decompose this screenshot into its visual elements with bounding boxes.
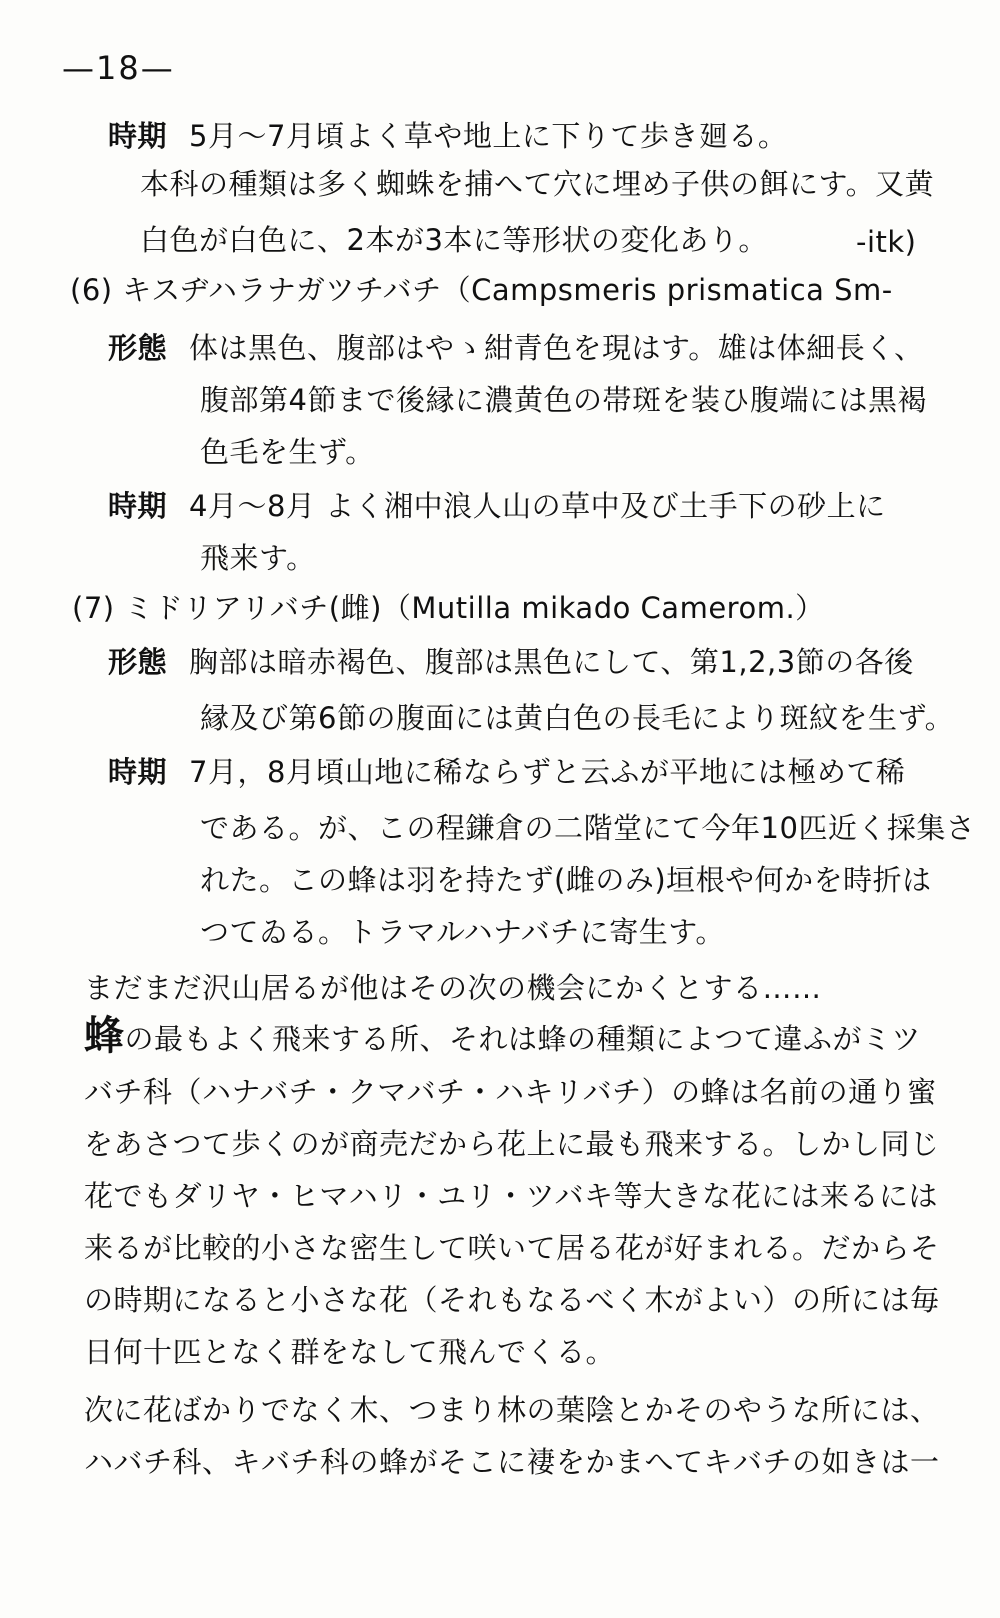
line-18 (84, 1013, 922, 1059)
label-period: 時期 (108, 755, 168, 789)
line-05 (108, 328, 924, 368)
line-01-text: 5月〜7月頃よく草や地上に下りて歩き廻る。 (189, 119, 788, 153)
drop-initial: 蜂 (84, 1013, 125, 1059)
line-15: れた。この蜂は羽を持たず(雌のみ)垣根や何かを時折は (200, 863, 932, 897)
label-morphology: 形態 (108, 331, 168, 365)
line-06: 腹部第4節まで後縁に濃黄色の帯斑を装ひ腹端には黒褐 (200, 383, 927, 417)
line-01 (108, 116, 787, 156)
line-19: バチ科（ハナバチ・クマバチ・ハキリバチ）の蜂は名前の通り蜜 (84, 1075, 937, 1109)
line-20: をあさつて歩くのが商売だから花上に最も飛来する。しかし同じ (84, 1127, 940, 1161)
line-23: の時期になると小さな花（それもなるべく木がよい）の所には毎 (84, 1283, 940, 1317)
line-22: 来るが比較的小さな密生して咲いて居る花が好まれる。だからそ (84, 1231, 940, 1265)
line-04-heading-6: (6) キスヂハラナガツチバチ（Campsmeris prismatica Sm- (70, 273, 893, 307)
line-02: 本科の種類は多く蜘蛛を捕へて穴に埋め子供の餌にす。又黄 (140, 167, 935, 201)
line-05-text: 体は黒色、腹部はやゝ紺青色を現はす。雄は体細長く、 (189, 331, 924, 365)
line-11 (108, 642, 914, 682)
line-13-text: 7月，8月頃山地に稀ならずと云ふが平地には極めて稀 (189, 755, 906, 789)
line-18-text: の最もよく飛来する所、それは蜂の種類によつて違ふがミツ (124, 1022, 922, 1056)
line-10-heading-7: (7) ミドリアリバチ(雌)（Mutilla mikado Camerom.） (72, 591, 825, 625)
line-09: 飛来す。 (200, 541, 316, 575)
line-17: まだまだ沢山居るが他はその次の機会にかくとする…… (84, 971, 822, 1005)
line-16: つてゐる。トラマルハナバチに寄生す。 (200, 915, 725, 949)
line-07: 色毛を生ず。 (200, 435, 375, 469)
line-26: ハバチ科、キバチ科の蜂がそこに褄をかまへてキバチの如きは一 (84, 1445, 940, 1479)
line-03-right: -itk) (856, 225, 917, 259)
line-25: 次に花ばかりでなく木、つまり林の葉陰とかそのやうな所には、 (84, 1393, 940, 1427)
line-13 (108, 752, 905, 792)
line-03: 白色が白色に、2本が3本に等形状の変化あり。 (140, 223, 768, 257)
line-08 (108, 486, 886, 526)
line-24: 日何十匹となく群をなして飛んでくる。 (84, 1335, 616, 1369)
line-12: 縁及び第6節の腹面には黄白色の長毛により斑紋を生ず。 (200, 701, 955, 735)
page-number: —18— (62, 49, 175, 87)
label-period: 時期 (108, 119, 168, 153)
line-11-text: 胸部は暗赤褐色、腹部は黒色にして、第1,2,3節の各後 (189, 645, 914, 679)
line-14: である。が、この程鎌倉の二階堂にて今年10匹近く採集さ (200, 811, 976, 845)
label-period: 時期 (108, 489, 168, 523)
line-21: 花でもダリヤ・ヒマハリ・ユリ・ツバキ等大きな花には来るには (84, 1179, 939, 1213)
line-08-text: 4月〜8月 よく湘中浪人山の草中及び土手下の砂上に (189, 489, 886, 523)
label-morphology: 形態 (108, 645, 168, 679)
